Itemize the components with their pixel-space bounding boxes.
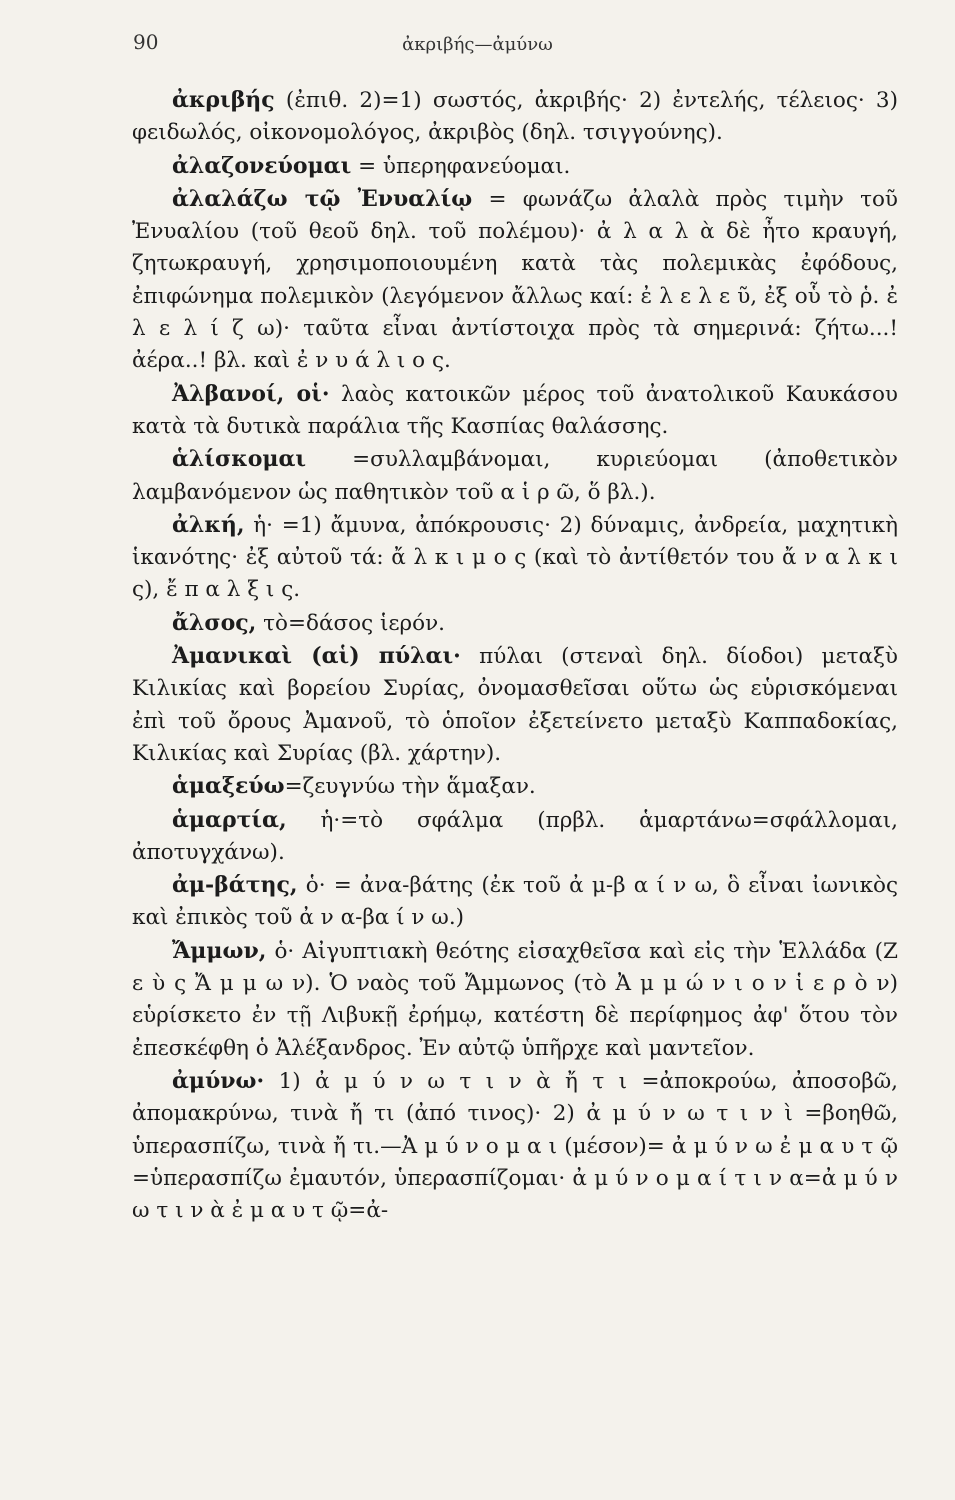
headword: Ἄμμων,: [172, 937, 267, 964]
definition: =ζευγνύω τὴν ἅμαξαν.: [284, 774, 536, 800]
definition: ἡ· =1) ἄμυνα, ἀπόκρουσις· 2) δύναμις, ἀνδρεία, μαχητικὴ ἱκανότης· ἐξ αὐτοῦ τά: ἄ λ κ ι μ ο ς (καὶ τὸ ἀντίθετόν του ἄ ν α λ κ ι ς), ἔ π α λ ξ ι ς.: [132, 512, 898, 603]
entry-ambates: [132, 869, 898, 935]
headword: ἀλαζονεύομαι: [172, 152, 352, 179]
definition: ἡ·=τὸ σφάλμα (πρβλ. ἁμαρτάνω=σφάλλομαι, ἀποτυγχάνω).: [132, 807, 898, 865]
entry-alazoneuomai: [132, 150, 898, 183]
headword: ἄλσος,: [172, 609, 257, 636]
entry-haliskomai: [132, 443, 898, 509]
running-head: ἀκριβής—ἀμύνω: [402, 34, 553, 55]
headword: ἁμαξεύω: [172, 773, 285, 800]
headword: ἀλαλάζω τῷ Ἐνυαλίῳ: [172, 185, 473, 212]
entry-alke: [132, 509, 898, 607]
definition: 1) ἀ μ ύ ν ω τ ι ν ὰ ἤ τ ι =ἀποκρούω, ἀποσοβῶ, ἀπομακρύνω, τινὰ ἤ τι (ἀπό τινος)· 2) ἀ μ ύ ν ω τ ι ν ὶ =βοηθῶ, ὑπερασπίζω, τινὰ ἤ τι.—Ἀ μ ύ ν ο μ α ι (μέσον)= ἀ μ ύ ν ω ἐ μ α υ τ ῷ =ὑπερασπίζω ἐμαυτόν, ὑπερασπίζομαι· ἀ μ ύ ν ο μ α ί τ ι ν α=ἀ μ ύ ν ω τ ι ν ὰ ἐ μ α υ τ ῷ=ἀ-: [132, 1068, 898, 1224]
headword: ἀλκή,: [172, 511, 245, 538]
definition: =συλλαμβάνομαι, κυριεύομαι (ἀποθετικὸν λαμβανόμενον ὡς παθητικὸν τοῦ α ἱ ρ ῶ, ὅ βλ.).: [132, 447, 898, 505]
entry-alsos: [132, 607, 898, 640]
dictionary-text: [132, 84, 898, 1227]
headword: Ἀμανικαὶ (αἱ) πύλαι·: [172, 643, 461, 670]
entry-hamaxeuo: [132, 770, 898, 803]
entry-amanikai-pylai: [132, 640, 898, 770]
definition: (ἐπιθ. 2)=1) σωστός, ἀκριβής· 2) ἐντελής, τέλειος· 3) φειδωλός, οἰκονομολόγος, ἀκριβὸς (δηλ. τσιγγούνης).: [132, 88, 898, 146]
definition: = φωνάζω ἀλαλὰ πρὸς τιμὴν τοῦ Ἐνυαλίου (τοῦ θεοῦ δηλ. τοῦ πολέμου)· ἀ λ α λ ὰ δὲ ἦτο κραυγή, ζητωκραυγή, χρησιμοποιουμένη κατὰ τὰς πολεμικὰς ἐφόδους, ἐπιφώνημα πολεμικὸν (λεγόμενον ἄλλως καί: ἐ λ ε λ ε ῦ, ἐξ οὗ τὸ ῥ. ἐ λ ε λ ί ζ ω)· ταῦτα εἶναι ἀντίστοιχα πρὸς τὰ σημερινά: ζήτω...! ἀέρα..! βλ. καὶ ἐ ν υ ά λ ι ο ς.: [132, 186, 898, 374]
headword: ἀμύνω·: [172, 1067, 265, 1094]
definition: λαὸς κατοικῶν μέρος τοῦ ἀνατολικοῦ Καυκάσου κατὰ τὰ δυτικὰ παράλια τῆς Κασπίας θαλάσσης.: [132, 381, 898, 439]
definition: ὁ· = ἀνα-βάτης (ἐκ τοῦ ἀ μ-β α ί ν ω, ὃ εἶναι ἰωνικὸς καὶ ἐπικὸς τοῦ ἀ ν α-βα ί ν ω.): [132, 873, 898, 931]
definition: τὸ=δάσος ἱερόν.: [256, 610, 446, 636]
entry-akrives: [132, 84, 898, 150]
definition: πύλαι (στεναὶ δηλ. δίοδοι) μεταξὺ Κιλικίας καὶ βορείου Συρίας, ὀνομασθεῖσαι οὕτω ὡς εὑρισκόμεναι ἐπὶ τοῦ ὄρους Ἀμανοῦ, τὸ ὁποῖον ἐξετείνετο μεταξὺ Καππαδοκίας, Κιλικίας καὶ Συρίας (βλ. χάρτην).: [132, 644, 898, 766]
headword: ἀμ-βάτης,: [172, 872, 298, 899]
entry-hamartia: [132, 804, 898, 870]
entry-albanoi: [132, 378, 898, 444]
headword: ἁλίσκομαι: [172, 446, 307, 473]
definition: ὁ· Αἰγυπτιακὴ θεότης εἰσαχθεῖσα καὶ εἰς τὴν Ἑλλάδα (Ζ ε ὺ ς Ἄ μ μ ω ν). Ὁ ναὸς τοῦ Ἄμμωνος (τὸ Ἀ μ μ ώ ν ι ο ν ἱ ε ρ ὸ ν) εὑρίσκετο ἐν τῇ Λιβυκῇ ἐρήμῳ, κατέστη δὲ περίφημος ἀφ' ὅτου τὸν ἐπεσκέφθη ὁ Ἀλέξανδρος. Ἐν αὐτῷ ὑπῆρχε καὶ μαντεῖον.: [132, 938, 898, 1061]
page-number: 90: [133, 30, 159, 54]
headword: Ἀλβανοί, οἱ·: [172, 380, 330, 407]
entry-ammon: [132, 935, 898, 1065]
headword: ἀκριβής: [172, 87, 275, 113]
entry-amyno: [132, 1065, 898, 1227]
entry-alalazo: [132, 183, 898, 378]
definition: = ὑπερηφανεύομαι.: [351, 153, 571, 179]
headword: ἁμαρτία,: [172, 806, 287, 833]
